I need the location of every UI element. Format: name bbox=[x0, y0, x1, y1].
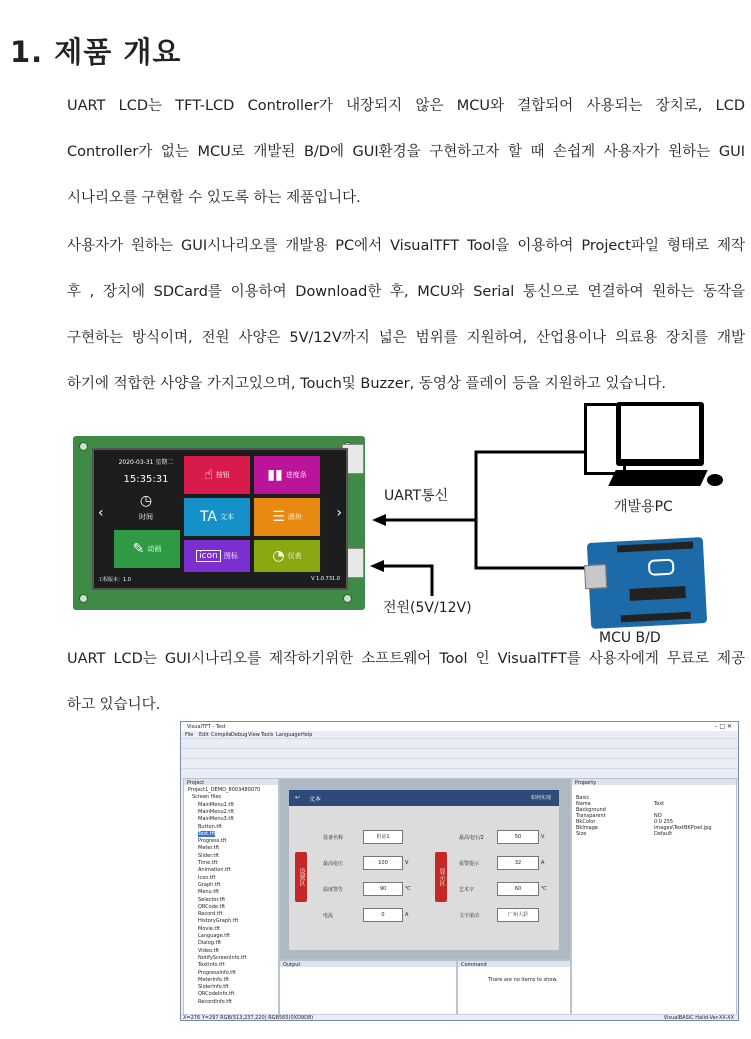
touch-icon: ☝ bbox=[204, 467, 213, 483]
bars-icon: ▮▮ bbox=[267, 467, 283, 483]
file-tree-item[interactable]: Progress.tft bbox=[198, 838, 227, 845]
text-icon: TA bbox=[199, 509, 218, 525]
text-line: 사용자가 원하는 GUI시나리오를 개발용 PC에서 VisualTFT Tool을 이용하여 Project파일 형태로 제작 bbox=[67, 238, 745, 254]
lcd-footer-left: 工程版本：1.0 bbox=[98, 576, 131, 583]
property-key: Transparent bbox=[576, 813, 606, 819]
file-tree-item[interactable]: Button.tft bbox=[198, 823, 222, 830]
file-tree-item[interactable]: TextInfo.tft bbox=[198, 962, 225, 969]
pc-label: 개발용PC bbox=[614, 499, 673, 515]
visualtft-screenshot bbox=[180, 721, 739, 1021]
value-field[interactable]: 100 bbox=[363, 856, 403, 870]
file-tree-item[interactable]: Dialog.tft bbox=[198, 940, 222, 947]
lcd-tile-label: 图标 bbox=[223, 552, 238, 560]
panel-title: Command bbox=[461, 962, 487, 968]
file-tree-item[interactable]: Time.tft bbox=[198, 860, 218, 866]
unit-label: ℃ bbox=[541, 886, 547, 892]
status-left: X=276 Y=297 RGB(513,237,220) RGB565(0XD9D8) bbox=[183, 1015, 314, 1021]
lcd-time: 15:35:31 bbox=[123, 473, 169, 485]
menu-item: View bbox=[248, 732, 260, 738]
clock-icon: ◷ bbox=[139, 492, 153, 509]
lcd-screen bbox=[92, 448, 348, 590]
file-tree-item[interactable]: Selector.tft bbox=[198, 896, 226, 903]
canvas-header bbox=[289, 790, 559, 806]
status-bar bbox=[181, 1014, 738, 1021]
lcd-footer-right: V 1.0.731.0 bbox=[311, 576, 340, 582]
lcd-tile-label: 仪表 bbox=[287, 552, 302, 560]
power-arrowhead bbox=[370, 560, 384, 572]
intro-paragraph bbox=[67, 83, 745, 221]
lcd-date: 2020-03-31 星期二 bbox=[118, 458, 174, 466]
property-value[interactable]: NO bbox=[654, 813, 662, 819]
mount-hole bbox=[79, 442, 88, 451]
lcd-tile-label: 时间 bbox=[139, 512, 153, 521]
mcu-link-line bbox=[476, 520, 594, 568]
project-panel bbox=[183, 778, 279, 1016]
property-key: Name bbox=[576, 801, 591, 807]
file-tree-item[interactable]: QRCode.tft bbox=[198, 903, 226, 910]
file-tree-item[interactable]: Project1_DEMO_8003480070 bbox=[188, 787, 261, 793]
field-label: 报警提示 bbox=[459, 861, 480, 867]
pc-mouse bbox=[707, 474, 723, 486]
usage-paragraph bbox=[67, 223, 745, 407]
file-tree-item[interactable]: Movie.tft bbox=[198, 925, 220, 932]
lcd-tile-label: 滑块 bbox=[287, 513, 302, 521]
uart-label: UART통신 bbox=[384, 488, 449, 504]
lcd-tile-label: 文本 bbox=[220, 513, 235, 521]
field-label: 温度警告 bbox=[323, 887, 344, 893]
property-key: Basic bbox=[576, 795, 590, 801]
text-line: UART LCD는 TFT-LCD Controller가 내장되지 않은 MCU와 결합되어 사용되는 장치로, LCD bbox=[67, 98, 745, 114]
file-tree-item[interactable]: ProgressInfo.tft bbox=[198, 969, 236, 976]
property-key: BkImage bbox=[576, 825, 598, 831]
property-key: Size bbox=[576, 831, 587, 837]
power-arrow-line bbox=[382, 566, 432, 596]
unit-label: A bbox=[541, 860, 545, 866]
tool-paragraph bbox=[67, 636, 745, 728]
file-tree-item[interactable]: SliderInfo.tft bbox=[198, 984, 229, 991]
property-value[interactable]: 0 0 255 bbox=[654, 819, 674, 825]
file-tree-item[interactable]: HistoryGraph.tft bbox=[198, 918, 239, 925]
property-value[interactable]: images\TextBKPixel.jpg bbox=[654, 825, 712, 831]
chevron-left-icon: ‹ bbox=[98, 505, 104, 521]
lcd-tile-clock bbox=[114, 490, 178, 524]
sliders-icon: ☰ bbox=[272, 509, 285, 525]
mount-hole bbox=[343, 594, 352, 603]
file-tree-item[interactable]: Slider.tft bbox=[198, 852, 219, 859]
text-line: 시나리오를 구현할 수 있도록 하는 제품입니다. bbox=[67, 190, 361, 206]
back-icon: ↩ bbox=[295, 794, 301, 801]
panel-title: Project bbox=[187, 780, 205, 786]
property-value[interactable]: Text bbox=[654, 801, 665, 807]
file-tree-item[interactable]: Menu.tft bbox=[198, 889, 219, 896]
file-tree-item[interactable]: QRCodeInfo.tft bbox=[198, 991, 235, 998]
text-line: 후 , 장치에 SDCard를 이용하여 Download한 후, MCU와 Serial 통신으로 연결하여 원하는 동작을 bbox=[67, 284, 745, 300]
display-zone-label: 显示区 bbox=[435, 852, 447, 902]
file-tree-item[interactable]: Icon.tft bbox=[198, 874, 216, 881]
menu-item: File bbox=[185, 732, 194, 738]
pen-icon: ✎ bbox=[132, 541, 145, 557]
window-title: VisualTFT - Test bbox=[187, 724, 226, 730]
window-controls: – □ ✕ bbox=[714, 723, 732, 730]
menu-item: Language bbox=[276, 732, 301, 738]
value-field[interactable]: 60 bbox=[497, 882, 539, 896]
lcd-tile-progress bbox=[254, 456, 320, 494]
value-field[interactable]: 0 bbox=[363, 908, 403, 922]
pc-link-line bbox=[476, 452, 586, 520]
lcd-tile-button bbox=[184, 456, 250, 494]
canvas-help-button: 如何实现 bbox=[530, 795, 551, 801]
output-panel bbox=[279, 960, 457, 1016]
file-tree-item[interactable]: Video.tft bbox=[198, 947, 220, 954]
text-line: UART LCD는 GUI시나리오를 제작하기위한 소프트웨어 Tool 인 VisualTFT를 사용자에게 무료로 제공 bbox=[67, 651, 745, 667]
menu-item: Edit bbox=[199, 732, 209, 738]
file-tree-item[interactable]: Record.tft bbox=[198, 911, 223, 918]
file-tree-item[interactable]: Graph.tft bbox=[198, 881, 221, 888]
page-title: 1. 제품 개요 bbox=[10, 35, 182, 69]
file-tree-item[interactable]: Screen files bbox=[192, 794, 221, 801]
value-field[interactable]: 50 bbox=[497, 830, 539, 844]
menu-item: Tools bbox=[261, 732, 274, 738]
status-right: VisualBASIC Halid-Ver-XX-XX bbox=[663, 1015, 734, 1021]
canvas-title: 文本 bbox=[309, 796, 322, 803]
mcu-board-image bbox=[587, 537, 707, 629]
property-value[interactable]: Default bbox=[654, 831, 673, 837]
file-tree-item[interactable]: MeterInfo.tft bbox=[198, 976, 230, 983]
panel-title: Output bbox=[283, 962, 301, 968]
unit-label: V bbox=[541, 834, 545, 840]
text-line: 하기에 적합한 사양을 가지고있으며, Touch및 Buzzer, 동영상 플레이 등을 지원하고 있습니다. bbox=[67, 376, 666, 392]
field-label: 文字滚动 bbox=[459, 913, 480, 919]
file-tree-item[interactable]: NotifyScreenInfo.tft bbox=[198, 954, 247, 961]
text-line: 하고 있습니다. bbox=[67, 697, 161, 713]
value-field[interactable]: 90 bbox=[363, 882, 403, 896]
file-tree-item[interactable]: MainMenu3.tft bbox=[198, 816, 235, 823]
lcd-tile-label: 按钮 bbox=[215, 471, 230, 479]
property-key: BkColor bbox=[576, 819, 596, 825]
menu-item: Debug bbox=[231, 732, 248, 738]
settings-zone-label: 设置区 bbox=[295, 852, 307, 902]
file-tree-item[interactable]: Animation.tft bbox=[198, 867, 231, 874]
value-field[interactable]: 广州大彩 bbox=[497, 908, 539, 922]
menu-item: Help bbox=[301, 732, 313, 738]
property-panel bbox=[571, 778, 737, 1016]
value-field[interactable]: 机房1 bbox=[363, 830, 403, 844]
property-key: Background bbox=[576, 807, 606, 813]
file-tree-item[interactable]: RecordInfo.tft bbox=[198, 998, 232, 1005]
panel-title: Property bbox=[575, 780, 597, 786]
toolbars bbox=[181, 738, 738, 779]
text-line: Controller가 없는 MCU로 개발된 B/D에 GUI환경을 구현하고자 할 때 손쉽게 사용자가 원하는 GUI bbox=[67, 144, 745, 160]
chevron-right-icon: › bbox=[336, 505, 342, 521]
lcd-tile-text bbox=[184, 498, 250, 536]
field-label: 电流 bbox=[323, 913, 334, 919]
command-panel bbox=[457, 960, 571, 1016]
pc-keyboard bbox=[608, 470, 707, 486]
text-line: 구현하는 방식이며, 전원 사양은 5V/12V까지 넓은 범위를 지원하여, 산업용이나 의료용 장치를 개발 bbox=[67, 330, 745, 346]
file-tree-item[interactable]: Text.tft bbox=[198, 830, 216, 837]
file-tree-item[interactable]: MainMenu1.tft bbox=[198, 801, 235, 808]
file-tree-item[interactable]: MainMenu2.tft bbox=[198, 808, 235, 815]
file-tree-item[interactable]: Meter.tft bbox=[198, 845, 220, 852]
uart-arrowhead bbox=[372, 514, 386, 526]
lcd-tile-animation bbox=[114, 530, 180, 568]
value-field[interactable]: 32 bbox=[497, 856, 539, 870]
mount-hole bbox=[79, 594, 88, 603]
field-label: 艺术字 bbox=[459, 887, 475, 893]
menu-item: Compile bbox=[211, 732, 232, 738]
lcd-tile-icon bbox=[184, 540, 250, 572]
unit-label: ℃ bbox=[405, 886, 411, 892]
field-label: 设备名称 bbox=[323, 835, 344, 841]
field-label: 最高电压/2 bbox=[459, 835, 484, 841]
design-canvas bbox=[289, 790, 559, 950]
icon-icon: icon bbox=[196, 550, 221, 562]
pc-monitor bbox=[616, 402, 704, 466]
field-label: 最高电压 bbox=[323, 861, 344, 867]
unit-label: V bbox=[405, 860, 409, 866]
command-empty-text: There are no items to show. bbox=[488, 977, 558, 983]
lcd-tile-meter bbox=[254, 540, 320, 572]
lcd-tile-slider bbox=[254, 498, 320, 536]
mcu-label: MCU B/D bbox=[599, 630, 661, 646]
file-tree-item[interactable]: Language.tft bbox=[198, 933, 230, 939]
lcd-tile-label: 动画 bbox=[147, 545, 162, 553]
unit-label: A bbox=[405, 912, 409, 918]
lcd-tile-label: 进度条 bbox=[285, 471, 307, 479]
power-label: 전원(5V/12V) bbox=[383, 600, 472, 616]
gauge-icon: ◔ bbox=[272, 548, 285, 564]
